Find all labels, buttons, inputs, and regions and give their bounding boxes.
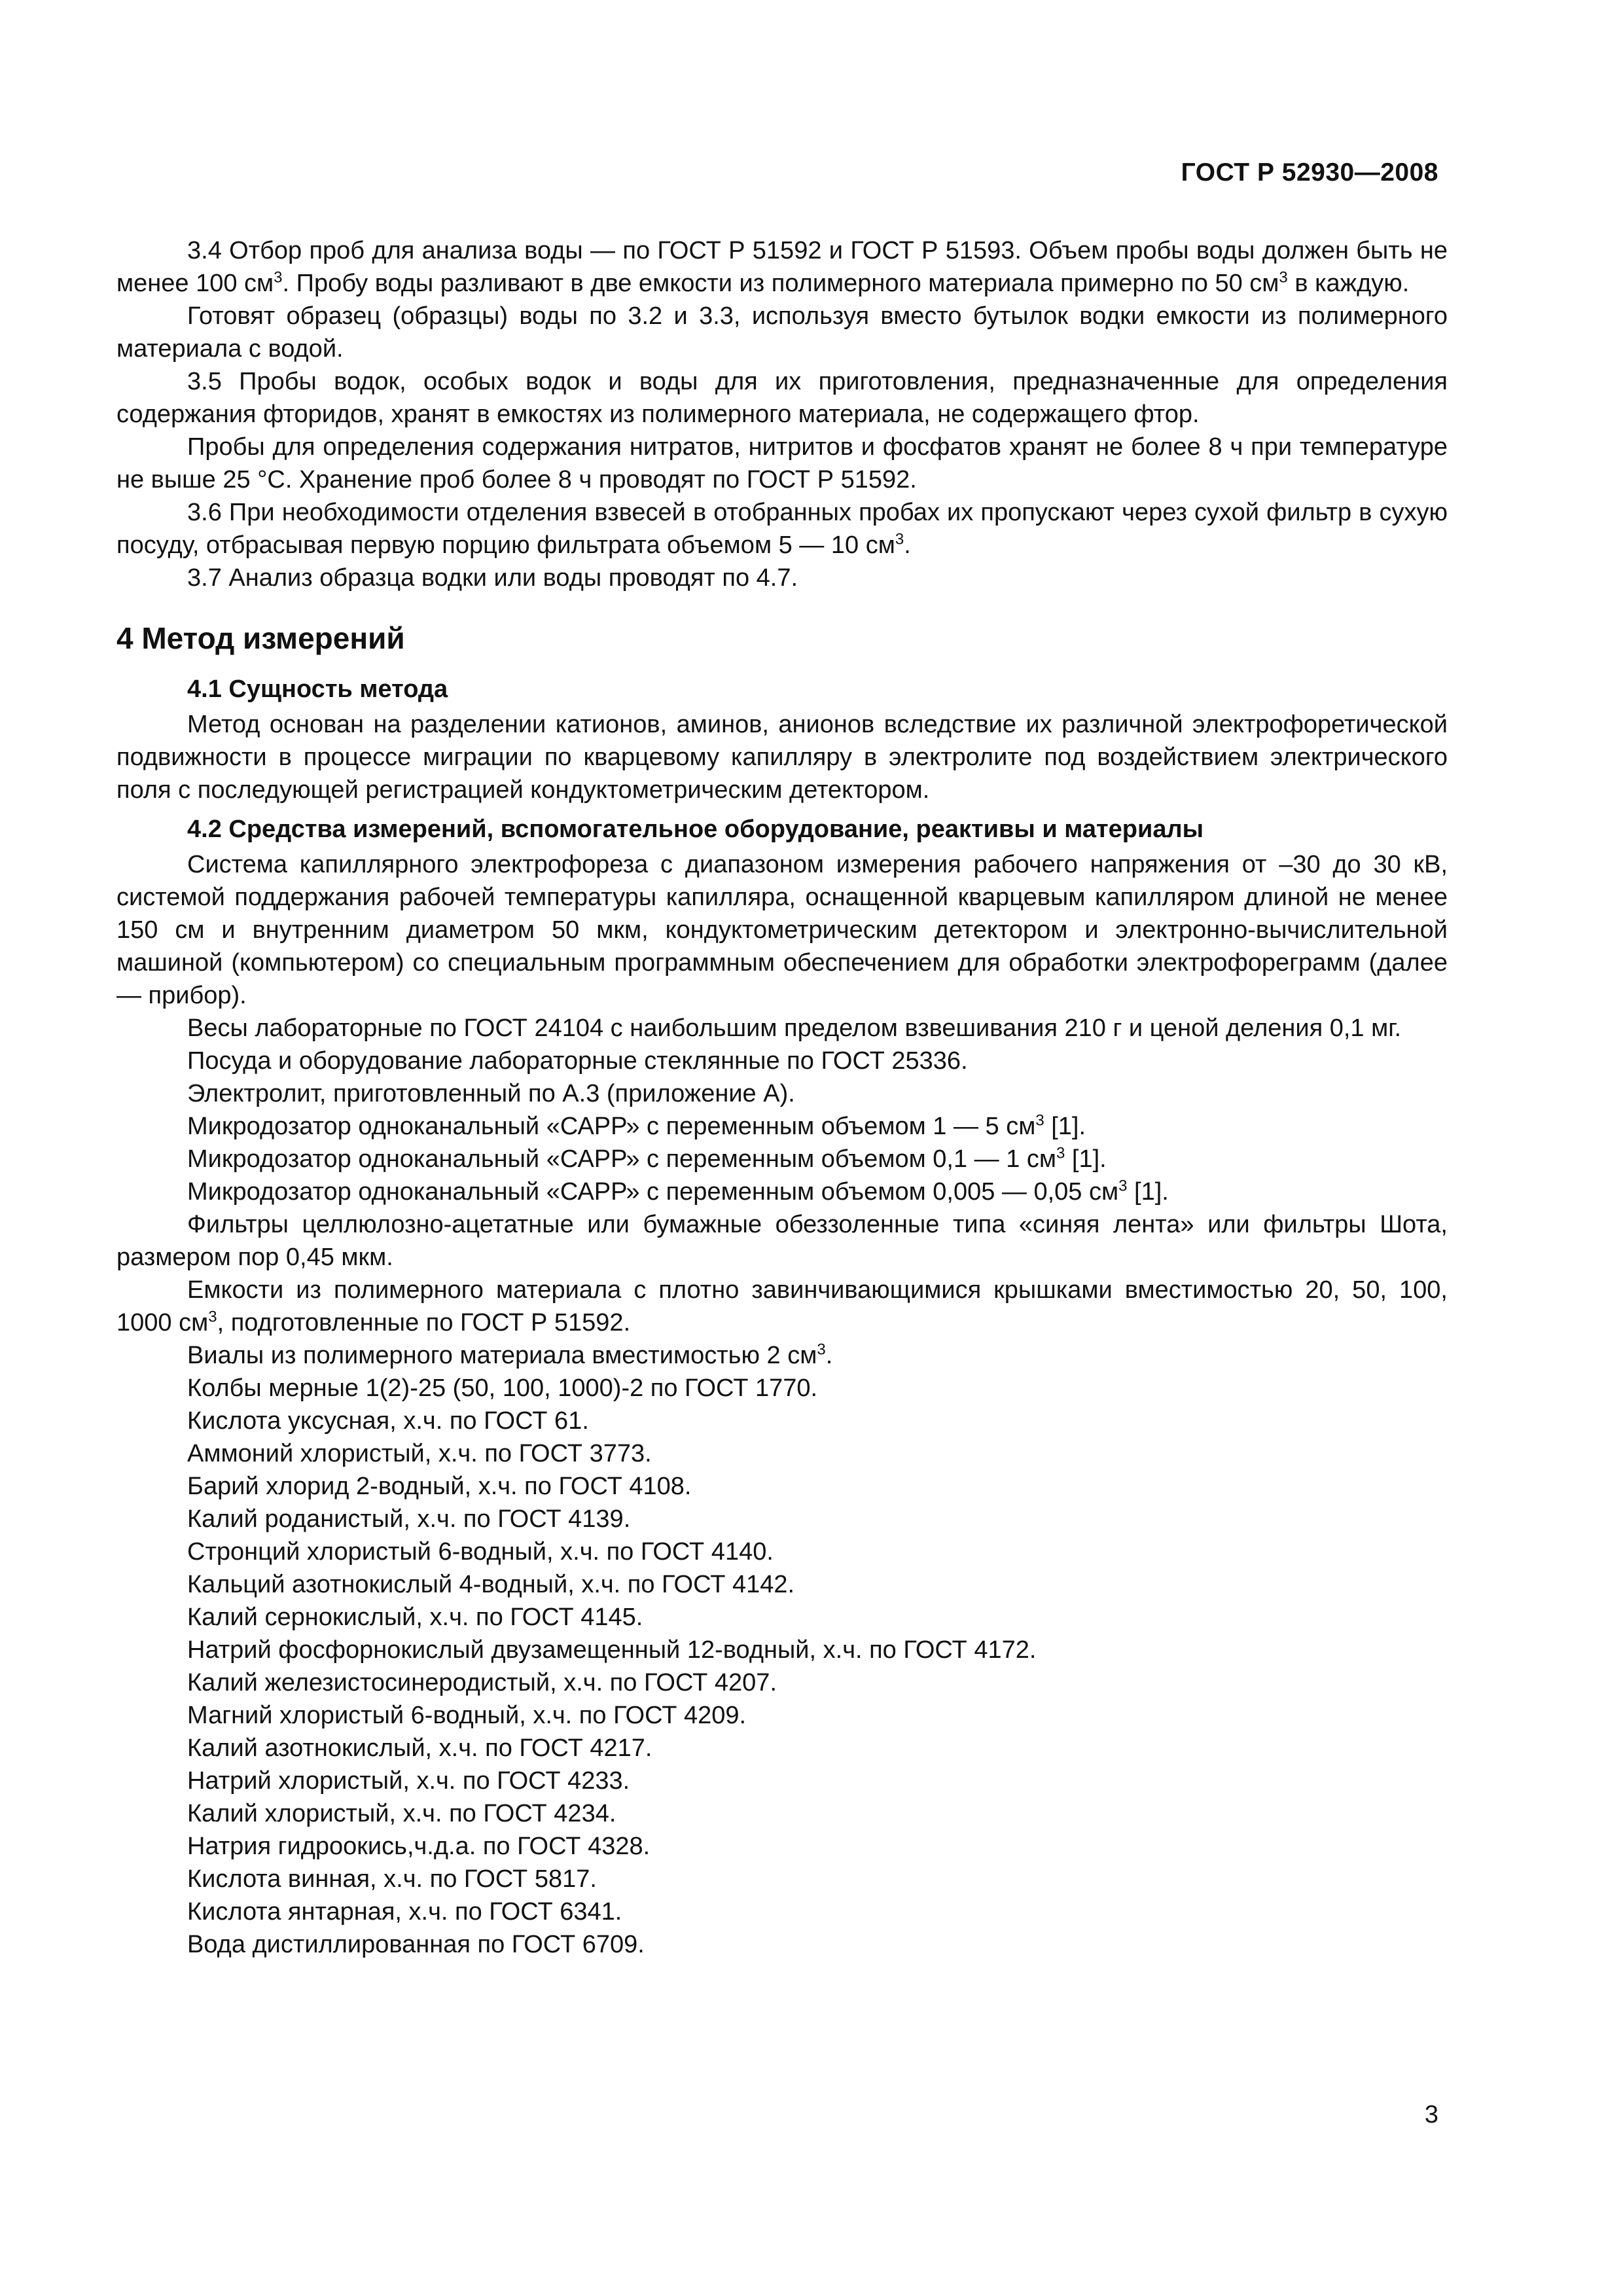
list-item: Виалы из полимерного материала вместимостью 2 $см^3$. [187, 1340, 833, 1369]
list-item: Кислота янтарная, х.ч. по ГОСТ 6341. [187, 1898, 622, 1926]
paragraph-scales: Весы лабораторные по ГОСТ 24104 с наибольшим пределом взвешивания 210 г и ценой деления 0,1 мг. [187, 1014, 1402, 1042]
list-item: Микродозатор одноканальный «САРР» с переменным объемом 0,1 — 1 $см^3$ [1]. [187, 1144, 1107, 1173]
page-content [116, 234, 1448, 1961]
page-number: 3 [1424, 2101, 1438, 2128]
paragraph-3-7: 3.7 Анализ образца водки или воды проводят по 4.7. [187, 564, 798, 592]
list-item: Натрий фосфорнокислый двузамещенный 12-водный, х.ч. по ГОСТ 4172. [187, 1636, 1037, 1664]
paragraph-storage: Пробы для определения содержания нитратов, нитритов и фосфатов хранят не более 8 ч при температуре не выше 25 °С. Хранение проб более 8 ч проводят по ГОСТ Р 51592. [116, 433, 1448, 493]
reagent-list [116, 1372, 1448, 1961]
list-item: Стронций хлористый 6-водный, х.ч. по ГОСТ 4140. [187, 1538, 774, 1566]
section-4-heading: 4 Метод измерений [116, 621, 405, 655]
subsection-4-2-heading: 4.2 Средства измерений, вспомогательное оборудование, реактивы и материалы [187, 816, 1204, 843]
paragraph-3-6: 3.6 При необходимости отделения взвесей в отобранных пробах их пропускают через сухой фильтр в сухую посуду, отбрасывая первую порцию фильтрата объемом 5 — 10 $см^3$. [116, 499, 1448, 559]
list-item: Посуда и оборудование лабораторные стеклянные по ГОСТ 25336. [187, 1047, 968, 1075]
list-item: Колбы мерные 1(2)-25 (50, 100, 1000)-2 по ГОСТ 1770. [187, 1374, 818, 1402]
list-item: Калий хлористый, х.ч. по ГОСТ 4234. [187, 1800, 616, 1827]
list-item: Аммоний хлористый, х.ч. по ГОСТ 3773. [187, 1440, 652, 1467]
paragraph-3-4: 3.4 Отбор проб для анализа воды — по ГОСТ Р 51592 и ГОСТ Р 51593. Объем пробы воды должен быть не менее 100 $см^3$. Пробу воды разливают в две емкости из полимерного материала примерно по 50 $см^3$ в каждую. [116, 237, 1448, 297]
paragraph-filters: Фильтры целлюлозно-ацетатные или бумажные обеззоленные типа «синяя лента» или фильтры Шота, размером пор 0,45 мкм. [116, 1211, 1448, 1271]
list-item: Кислота уксусная, х.ч. по ГОСТ 61. [187, 1407, 589, 1435]
list-item: Калий железистосинеродистый, х.ч. по ГОСТ 4207. [187, 1669, 777, 1696]
list-item: Микродозатор одноканальный «САРР» с переменным объемом 0,005 — 0,05 $см^3$ [1]. [187, 1177, 1169, 1206]
list-item: Микродозатор одноканальный «САРР» с переменным объемом 1 — 5 $см^3$ [1]. [187, 1111, 1086, 1140]
list-item: Калий роданистый, х.ч. по ГОСТ 4139. [187, 1505, 631, 1533]
list-item: Калий азотнокислый, х.ч. по ГОСТ 4217. [187, 1734, 652, 1762]
list-item: Натрия гидроокись,ч.д.а. по ГОСТ 4328. [187, 1833, 651, 1860]
subsection-4-1-heading: 4.1 Сущность метода [187, 675, 448, 703]
list-item: Калий сернокислый, х.ч. по ГОСТ 4145. [187, 1604, 643, 1631]
list-item: Кальций азотнокислый 4-водный, х.ч. по ГОСТ 4142. [187, 1571, 795, 1598]
list-item: Натрий хлористый, х.ч. по ГОСТ 4233. [187, 1767, 630, 1795]
paragraph-4-1: Метод основан на разделении катионов, аминов, анионов вследствие их различной электрофоретической подвижности в процессе миграции по кварцевому капилляру в электролите под воздействием электрического поля с последующей регистрацией кондуктометрическим детектором. [116, 711, 1448, 804]
list-item: Барий хлорид 2-водный, х.ч. по ГОСТ 4108. [187, 1473, 692, 1500]
paragraph-3-5: 3.5 Пробы водок, особых водок и воды для их приготовления, предназначенные для определения содержания фторидов, хранят в емкостях из полимерного материала, не содержащего фтор. [116, 368, 1448, 428]
document-header: ГОСТ Р 52930—2008 [1181, 158, 1438, 187]
list-item: Кислота винная, х.ч. по ГОСТ 5817. [187, 1865, 597, 1893]
paragraph-system: Система капиллярного электрофореза с диапазоном измерения рабочего напряжения от –30 до 30 кВ, системой поддержания рабочей температуры капилляра, оснащенной кварцевым капилляром длиной не менее 150 см и внутренним диаметром 50 мкм, кондуктометрическим детектором и электронно-вычислительной машиной (компьютером) со специальным программным обеспечением для обработки электрофореграмм (далее — прибор). [116, 851, 1448, 1009]
list-item: Электролит, приготовленный по А.3 (приложение А). [187, 1080, 795, 1107]
list-item: Магний хлористый 6-водный, х.ч. по ГОСТ 4209. [187, 1702, 747, 1729]
paragraph-sample-prep: Готовят образец (образцы) воды по 3.2 и 3.3, используя вместо бутылок водки емкости из полимерного материала с водой. [116, 302, 1448, 363]
list-item: Вода дистиллированная по ГОСТ 6709. [187, 1931, 645, 1958]
paragraph-containers: Емкости из полимерного материала с плотно завинчивающимися крышками вместимостью 20, 50, 100, 1000 $см^3$, подготовленные по ГОСТ Р 51592. [116, 1276, 1448, 1336]
